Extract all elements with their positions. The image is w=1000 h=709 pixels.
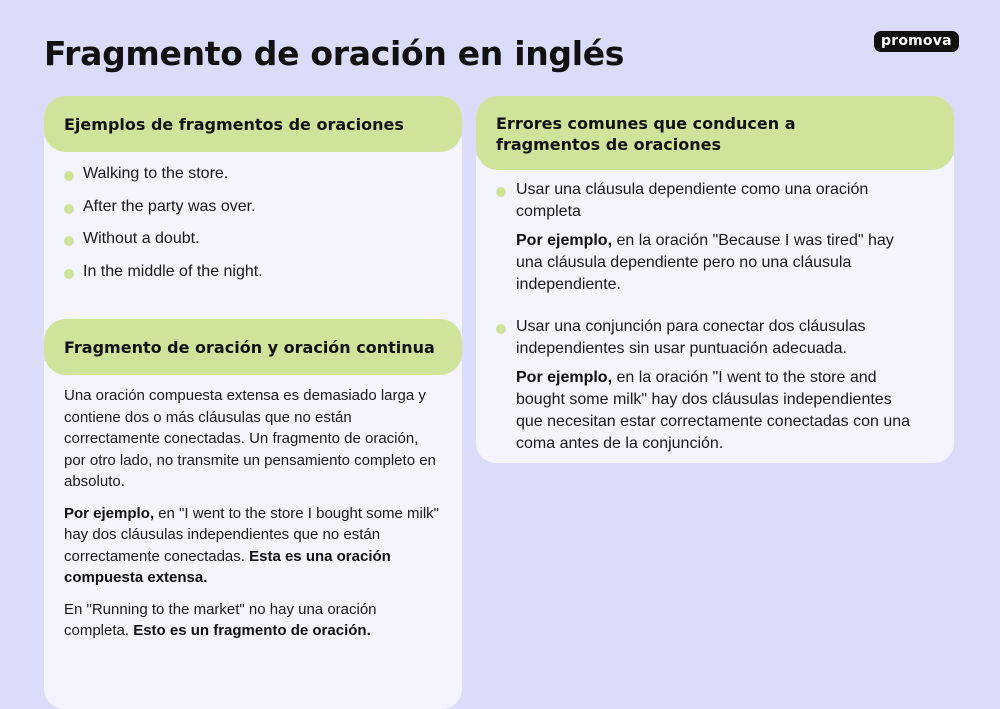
errors-heading: Errores comunes que conducen a fragmentos de oraciones (476, 96, 954, 170)
comparison-heading: Fragmento de oración y oración continua (44, 319, 462, 375)
error-example (516, 230, 920, 296)
errors-body (476, 156, 954, 463)
example-label: Por ejemplo, (516, 232, 613, 249)
error-text: Usar una conjunción para conectar dos cláusulas independientes sin usar puntuación adecuada. (516, 318, 866, 357)
example-conclusion: Esta es una oración compuesta extensa. (64, 547, 391, 586)
list-item: After the party was over. (44, 196, 462, 218)
list-item: In the middle of the night. (44, 261, 462, 283)
example-text: En "Running to the market" no hay una oración completa. (64, 600, 377, 639)
comparison-example-1 (64, 503, 444, 589)
promova-logo: promova (874, 31, 959, 52)
list-item: Without a doubt. (44, 228, 462, 250)
comparison-intro: Una oración compuesta extensa es demasiado larga y contiene dos o más cláusulas que no están correctamente conectadas. Un fragmento de oración, por otro lado, no transmite un pensamiento completo en absoluto. (64, 387, 436, 490)
example-label: Por ejemplo, (516, 369, 613, 386)
comparison-body (44, 361, 462, 709)
examples-heading: Ejemplos de fragmentos de oraciones (44, 96, 462, 152)
comparison-card (44, 319, 462, 709)
example-conclusion: Esto es un fragmento de oración. (133, 622, 371, 639)
example-text: en "I went to the store I bought some milk" hay dos cláusulas independientes que no están correctamente conectadas. (64, 504, 439, 565)
list-item (476, 179, 920, 296)
comparison-example-2 (64, 599, 444, 642)
example-text: en la oración "I went to the store and bought some milk" hay dos cláusulas independientes que necesitan estar correctamente conectadas con una coma antes de la conjunción. (516, 369, 911, 452)
errors-card (476, 96, 954, 463)
page-title: Fragmento de oración en inglés (44, 34, 625, 73)
list-item: Walking to the store. (44, 163, 462, 185)
list-item (476, 316, 920, 455)
example-label: Por ejemplo, (64, 504, 155, 522)
error-example (516, 367, 920, 455)
error-text: Usar una cláusula dependiente como una oración completa (516, 181, 869, 220)
example-text: en la oración "Because I was tired" hay una cláusula dependiente pero no una cláusula independiente. (516, 232, 894, 293)
examples-list (44, 163, 462, 283)
errors-list (476, 179, 920, 455)
